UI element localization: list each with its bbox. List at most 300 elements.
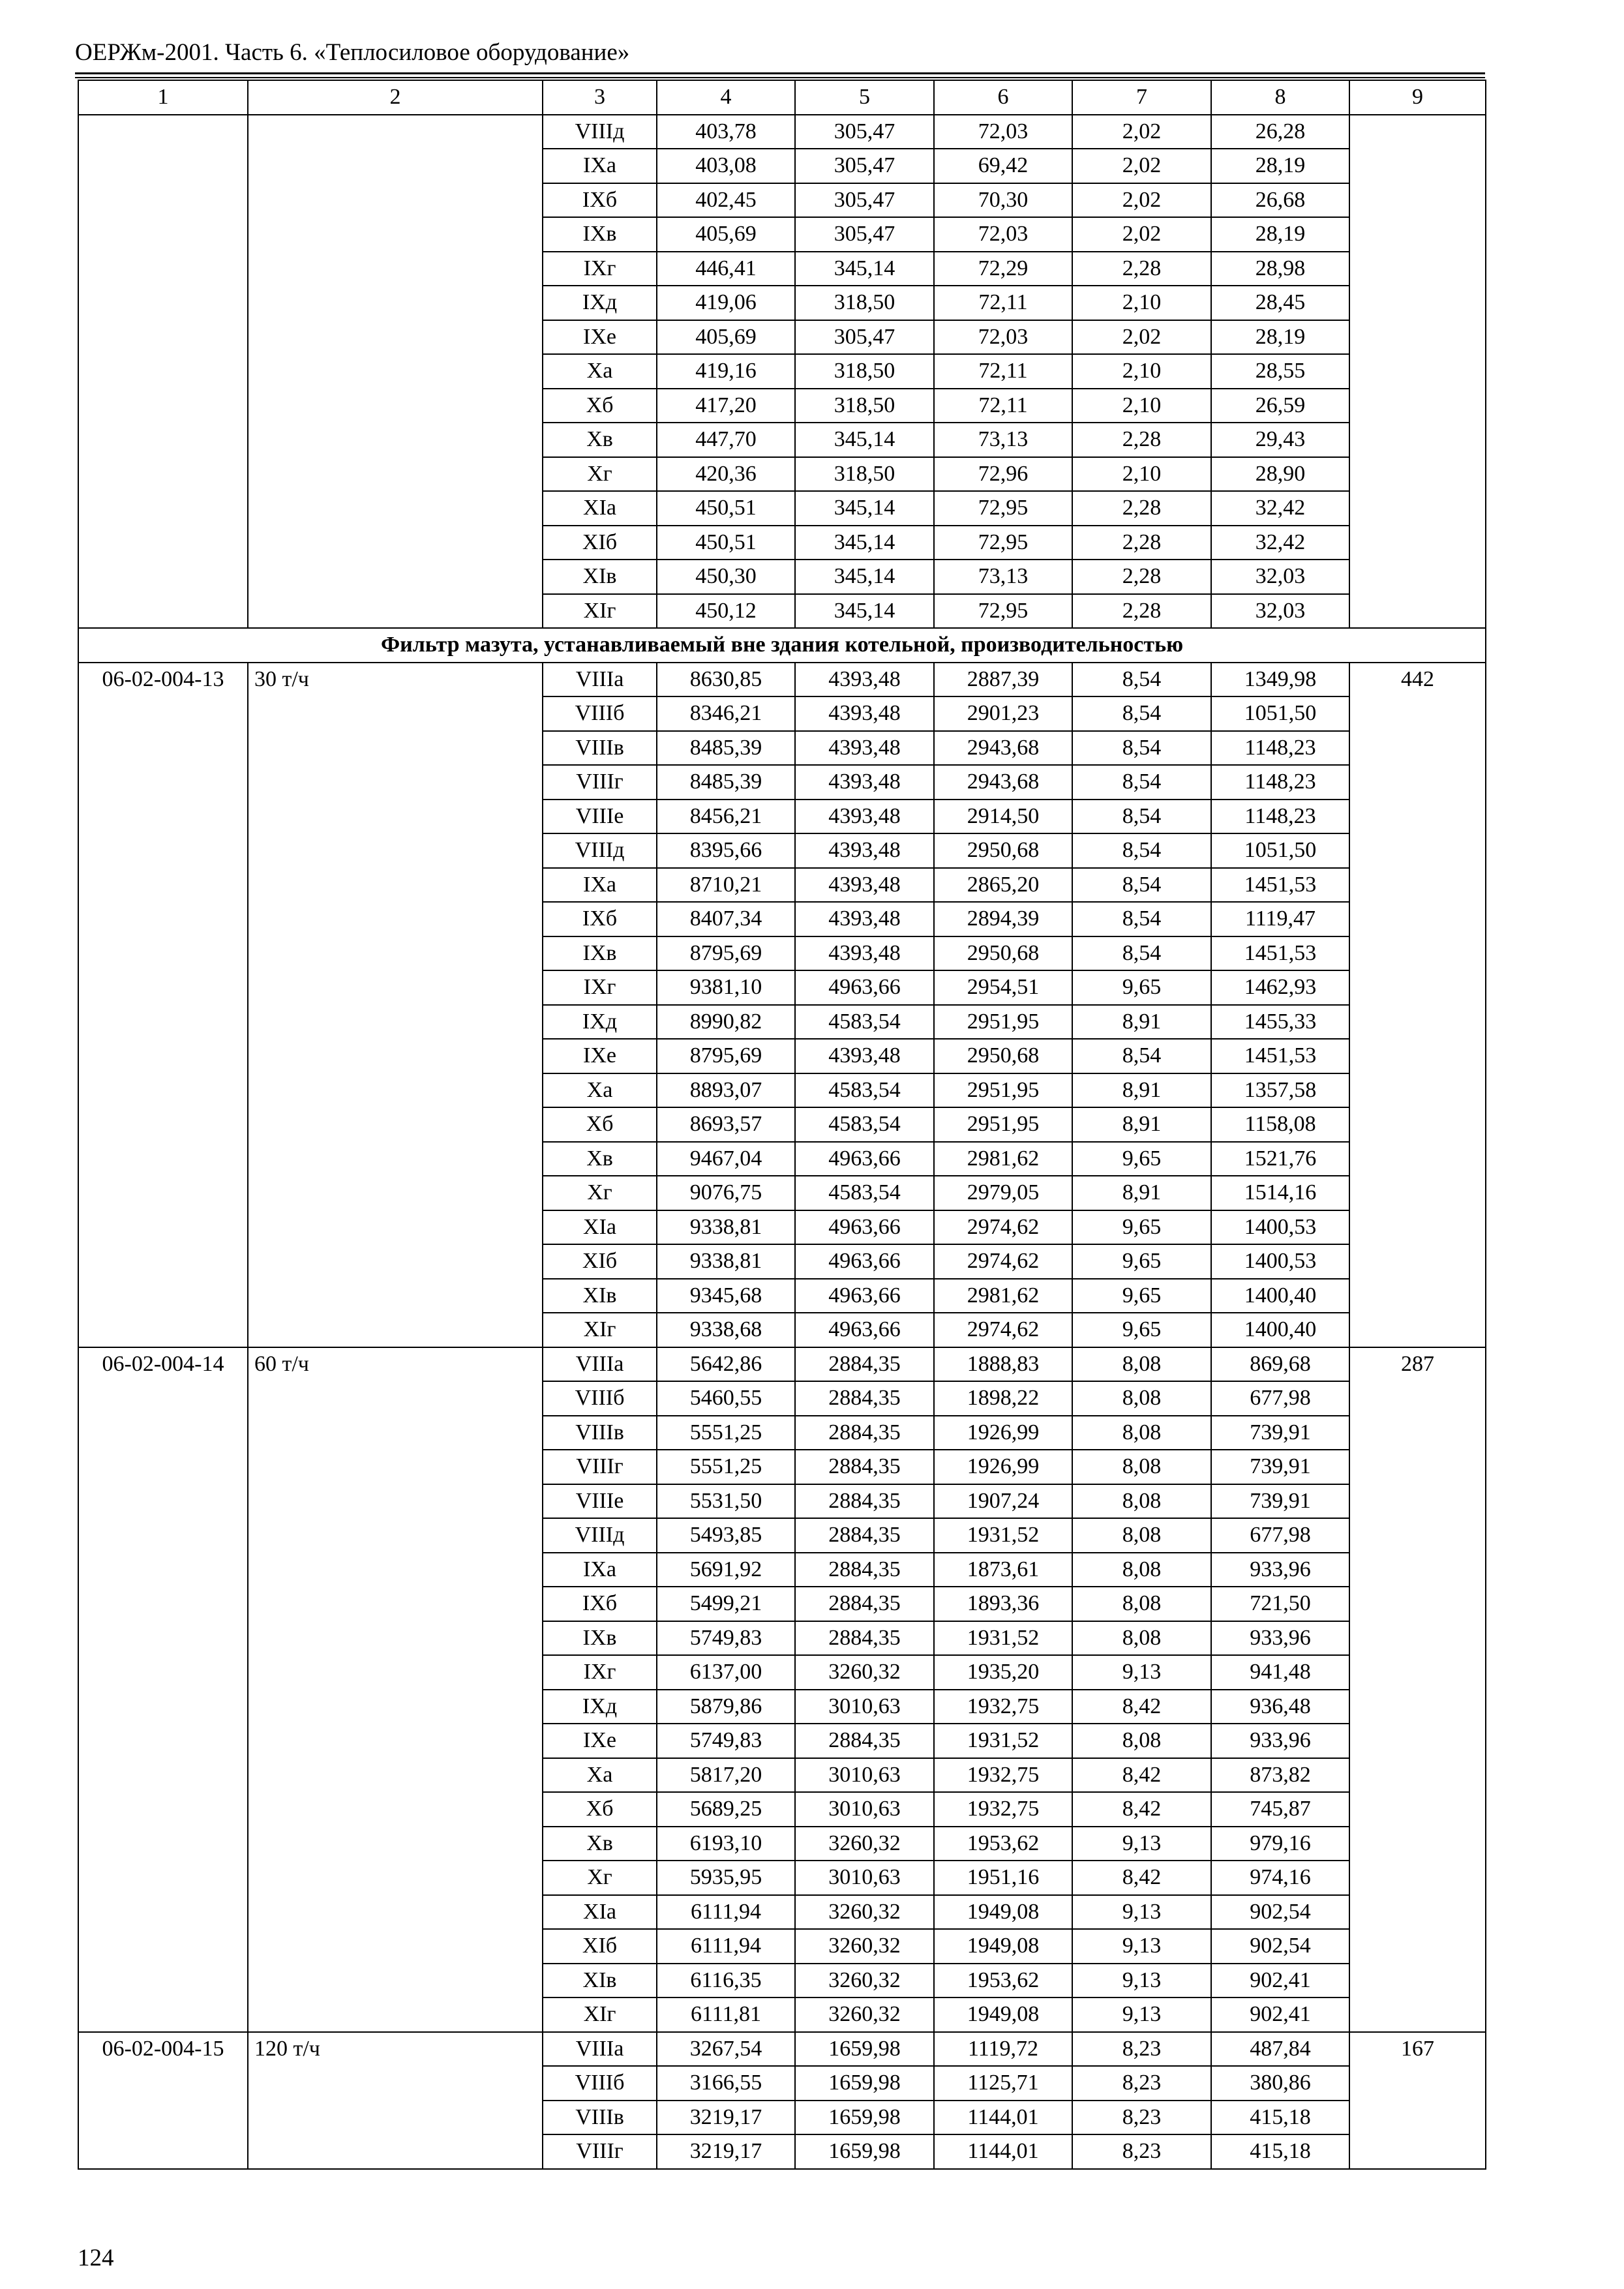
value-cell: 4963,66 [795,1142,934,1176]
value-cell: 2951,95 [934,1073,1072,1108]
value-cell: 2,02 [1072,217,1211,252]
value-cell: 5749,83 [657,1724,795,1758]
value-cell: 72,11 [934,354,1072,389]
value-cell: 1935,20 [934,1655,1072,1690]
value-cell: 6111,94 [657,1929,795,1964]
value-cell: 4963,66 [795,970,934,1005]
value-cell: 902,41 [1211,1997,1349,2032]
zone-cell: IXa [543,149,657,183]
zone-cell: IXб [543,1587,657,1621]
value-cell: 419,16 [657,354,795,389]
value-cell: 902,54 [1211,1929,1349,1964]
page-header: ОЕРЖм-2001. Часть 6. «Теплосиловое оборудование» [75,39,630,66]
value-cell: 2,02 [1072,115,1211,149]
zone-cell: IXд [543,1690,657,1724]
value-cell: 1144,01 [934,2134,1072,2169]
value-cell: 345,14 [795,252,934,286]
value-cell: 3260,32 [795,1929,934,1964]
value-cell: 345,14 [795,491,934,526]
value-cell: 1400,40 [1211,1313,1349,1347]
value-cell: 5749,83 [657,1621,795,1656]
value-cell: 8,54 [1072,800,1211,834]
value-cell: 8395,66 [657,833,795,868]
column-number-5: 5 [795,80,934,115]
value-cell: 9,13 [1072,1655,1211,1690]
value-cell: 3010,63 [795,1690,934,1724]
zone-cell: IXa [543,1553,657,1587]
item-capacity-cell: 60 т/ч [248,1347,543,2032]
value-cell: 305,47 [795,149,934,183]
value-cell: 3260,32 [795,1655,934,1690]
value-cell: 1051,50 [1211,833,1349,868]
value-cell: 5493,85 [657,1518,795,1553]
value-cell: 4583,54 [795,1107,934,1142]
value-cell: 902,41 [1211,1964,1349,1998]
value-cell: 8,42 [1072,1758,1211,1793]
value-cell: 2974,62 [934,1210,1072,1245]
column-number-8: 8 [1211,80,1349,115]
value-cell: 2981,62 [934,1142,1072,1176]
value-cell: 2,28 [1072,252,1211,286]
zone-cell: XIб [543,1244,657,1279]
table-row [78,2032,1486,2067]
zone-cell: VIIIб [543,2066,657,2101]
zone-cell: XIг [543,594,657,629]
value-cell: 974,16 [1211,1861,1349,1895]
value-cell: 72,29 [934,252,1072,286]
value-cell: 318,50 [795,286,934,320]
value-cell: 447,70 [657,423,795,457]
value-cell: 2914,50 [934,800,1072,834]
value-cell: 8,54 [1072,731,1211,766]
value-cell: 6111,81 [657,1997,795,2032]
value-cell: 8,08 [1072,1347,1211,1382]
value-cell: 1125,71 [934,2066,1072,2101]
zone-cell: VIIIб [543,1381,657,1416]
value-cell: 26,59 [1211,389,1349,423]
zone-cell: VIIIa [543,1347,657,1382]
value-cell: 4393,48 [795,663,934,697]
value-cell: 450,12 [657,594,795,629]
column-number-7: 7 [1072,80,1211,115]
value-cell: 28,55 [1211,354,1349,389]
value-cell: 450,30 [657,560,795,594]
zone-cell: VIIIa [543,663,657,697]
column-number-3: 3 [543,80,657,115]
value-cell: 8,42 [1072,1861,1211,1895]
value-cell: 3260,32 [795,1964,934,1998]
item-code-cell: 06-02-004-14 [78,1347,248,2032]
value-cell: 9338,81 [657,1244,795,1279]
zone-cell: IXб [543,902,657,936]
value-cell: 1907,24 [934,1484,1072,1519]
zone-cell: VIIIa [543,2032,657,2067]
value-cell: 73,13 [934,423,1072,457]
zone-cell: VIIIд [543,1518,657,1553]
table-row [78,663,1486,697]
value-cell: 8,08 [1072,1381,1211,1416]
value-cell: 3166,55 [657,2066,795,2101]
item-code-cell: 06-02-004-13 [78,663,248,1347]
value-cell: 2,28 [1072,526,1211,560]
value-cell: 4393,48 [795,833,934,868]
value-cell: 72,03 [934,320,1072,355]
value-cell: 8795,69 [657,936,795,971]
value-cell: 1932,75 [934,1690,1072,1724]
zone-cell: Xг [543,1861,657,1895]
table-row [78,1347,1486,1382]
column-number-1: 1 [78,80,248,115]
value-cell: 3010,63 [795,1792,934,1827]
value-cell: 8630,85 [657,663,795,697]
value-cell: 2884,35 [795,1347,934,1382]
value-cell: 2951,95 [934,1107,1072,1142]
value-cell: 8485,39 [657,765,795,800]
value-cell: 3219,17 [657,2134,795,2169]
value-cell: 9,65 [1072,1210,1211,1245]
value-cell: 2884,35 [795,1450,934,1484]
value-cell: 2,28 [1072,423,1211,457]
value-cell: 8,91 [1072,1176,1211,1210]
value-cell: 8,23 [1072,2066,1211,2101]
zone-cell: IXв [543,936,657,971]
value-cell: 420,36 [657,457,795,492]
value-cell: 936,48 [1211,1690,1349,1724]
value-cell: 28,90 [1211,457,1349,492]
column-9-cell [1349,115,1486,629]
zone-cell: IXe [543,320,657,355]
value-cell: 739,91 [1211,1416,1349,1450]
zone-cell: XIв [543,560,657,594]
value-cell: 345,14 [795,526,934,560]
value-cell: 2894,39 [934,902,1072,936]
value-cell: 1514,16 [1211,1176,1349,1210]
value-cell: 4963,66 [795,1210,934,1245]
column-9-cell: 287 [1349,1347,1486,2032]
value-cell: 2974,62 [934,1244,1072,1279]
value-cell: 32,42 [1211,526,1349,560]
value-cell: 72,96 [934,457,1072,492]
value-cell: 8,08 [1072,1416,1211,1450]
value-cell: 2884,35 [795,1484,934,1519]
value-cell: 9,13 [1072,1997,1211,2032]
value-cell: 8,54 [1072,868,1211,903]
zone-cell: XIб [543,1929,657,1964]
value-cell: 28,98 [1211,252,1349,286]
zone-cell: IXг [543,252,657,286]
value-cell: 1659,98 [795,2066,934,2101]
value-cell: 8893,07 [657,1073,795,1108]
value-cell: 1451,53 [1211,936,1349,971]
value-cell: 419,06 [657,286,795,320]
value-cell: 72,11 [934,389,1072,423]
value-cell: 380,86 [1211,2066,1349,2101]
value-cell: 8,23 [1072,2101,1211,2135]
column-number-4: 4 [657,80,795,115]
zone-cell: XIг [543,1997,657,2032]
value-cell: 8,42 [1072,1690,1211,1724]
value-cell: 1888,83 [934,1347,1072,1382]
value-cell: 8990,82 [657,1005,795,1040]
value-cell: 1659,98 [795,2134,934,2169]
value-cell: 28,19 [1211,149,1349,183]
value-cell: 9,13 [1072,1929,1211,1964]
zone-cell: IXг [543,970,657,1005]
value-cell: 5460,55 [657,1381,795,1416]
value-cell: 8,08 [1072,1450,1211,1484]
column-number-2: 2 [248,80,543,115]
value-cell: 8693,57 [657,1107,795,1142]
value-cell: 1893,36 [934,1587,1072,1621]
value-cell: 8,54 [1072,936,1211,971]
value-cell: 1400,53 [1211,1210,1349,1245]
value-cell: 9,65 [1072,1142,1211,1176]
value-cell: 8,54 [1072,833,1211,868]
zone-cell: IXб [543,183,657,218]
value-cell: 8346,21 [657,696,795,731]
value-cell: 3260,32 [795,1895,934,1930]
value-cell: 8,54 [1072,1039,1211,1073]
zone-cell: Xг [543,457,657,492]
value-cell: 2,28 [1072,560,1211,594]
value-cell: 5551,25 [657,1416,795,1450]
value-cell: 2865,20 [934,868,1072,903]
value-cell: 3010,63 [795,1758,934,1793]
value-cell: 9338,68 [657,1313,795,1347]
zone-cell: IXг [543,1655,657,1690]
zone-cell: XIa [543,491,657,526]
value-cell: 305,47 [795,183,934,218]
value-cell: 4393,48 [795,1039,934,1073]
zone-cell: IXe [543,1039,657,1073]
zone-cell: Xб [543,389,657,423]
value-cell: 446,41 [657,252,795,286]
zone-cell: Xб [543,1107,657,1142]
price-table-body [78,80,1486,2169]
value-cell: 1148,23 [1211,800,1349,834]
value-cell: 1400,40 [1211,1279,1349,1313]
value-cell: 5531,50 [657,1484,795,1519]
value-cell: 4583,54 [795,1005,934,1040]
value-cell: 72,03 [934,115,1072,149]
value-cell: 2887,39 [934,663,1072,697]
value-cell: 1949,08 [934,1929,1072,1964]
item-code-cell [78,115,248,629]
zone-cell: Xa [543,1073,657,1108]
zone-cell: Xa [543,1758,657,1793]
value-cell: 1148,23 [1211,765,1349,800]
value-cell: 739,91 [1211,1450,1349,1484]
value-cell: 1953,62 [934,1964,1072,1998]
value-cell: 9,65 [1072,1244,1211,1279]
value-cell: 8,54 [1072,902,1211,936]
value-cell: 405,69 [657,217,795,252]
value-cell: 8,08 [1072,1553,1211,1587]
value-cell: 3010,63 [795,1861,934,1895]
value-cell: 4583,54 [795,1176,934,1210]
value-cell: 4963,66 [795,1313,934,1347]
value-cell: 2950,68 [934,936,1072,971]
zone-cell: Xв [543,1142,657,1176]
value-cell: 4963,66 [795,1279,934,1313]
zone-cell: VIIIв [543,1416,657,1450]
value-cell: 3219,17 [657,2101,795,2135]
value-cell: 8,08 [1072,1587,1211,1621]
value-cell: 2,10 [1072,354,1211,389]
value-cell: 8,23 [1072,2134,1211,2169]
value-cell: 72,95 [934,491,1072,526]
zone-cell: VIIIe [543,800,657,834]
value-cell: 4393,48 [795,936,934,971]
value-cell: 415,18 [1211,2101,1349,2135]
value-cell: 2884,35 [795,1587,934,1621]
value-cell: 415,18 [1211,2134,1349,2169]
value-cell: 9076,75 [657,1176,795,1210]
value-cell: 5642,86 [657,1347,795,1382]
value-cell: 1451,53 [1211,1039,1349,1073]
zone-cell: XIa [543,1895,657,1930]
zone-cell: Xв [543,1827,657,1861]
value-cell: 4393,48 [795,868,934,903]
value-cell: 2979,05 [934,1176,1072,1210]
value-cell: 5689,25 [657,1792,795,1827]
value-cell: 5499,21 [657,1587,795,1621]
value-cell: 1926,99 [934,1450,1072,1484]
value-cell: 318,50 [795,389,934,423]
value-cell: 9381,10 [657,970,795,1005]
value-cell: 345,14 [795,423,934,457]
value-cell: 1898,22 [934,1381,1072,1416]
value-cell: 2974,62 [934,1313,1072,1347]
value-cell: 9,65 [1072,1313,1211,1347]
value-cell: 2,28 [1072,594,1211,629]
value-cell: 933,96 [1211,1724,1349,1758]
value-cell: 2884,35 [795,1381,934,1416]
value-cell: 305,47 [795,115,934,149]
value-cell: 5551,25 [657,1450,795,1484]
header-rule-thin [75,77,1485,78]
value-cell: 2,28 [1072,491,1211,526]
value-cell: 70,30 [934,183,1072,218]
value-cell: 2884,35 [795,1416,934,1450]
zone-cell: IXa [543,868,657,903]
value-cell: 2884,35 [795,1553,934,1587]
value-cell: 8,91 [1072,1107,1211,1142]
value-cell: 32,03 [1211,594,1349,629]
value-cell: 417,20 [657,389,795,423]
value-cell: 3260,32 [795,1827,934,1861]
section-title: Фильтр мазута, устанавливаемый вне здания котельной, производительностью [78,628,1486,663]
zone-cell: VIIIб [543,696,657,731]
value-cell: 402,45 [657,183,795,218]
zone-cell: VIIIг [543,765,657,800]
header-rule-thick [75,72,1485,74]
value-cell: 73,13 [934,560,1072,594]
zone-cell: XIв [543,1964,657,1998]
value-cell: 2981,62 [934,1279,1072,1313]
zone-cell: Xг [543,1176,657,1210]
value-cell: 1931,52 [934,1621,1072,1656]
value-cell: 1932,75 [934,1792,1072,1827]
value-cell: 6193,10 [657,1827,795,1861]
column-9-cell: 442 [1349,663,1486,1347]
zone-cell: VIIIв [543,731,657,766]
value-cell: 1659,98 [795,2101,934,2135]
value-cell: 873,82 [1211,1758,1349,1793]
value-cell: 4963,66 [795,1244,934,1279]
value-cell: 2943,68 [934,765,1072,800]
value-cell: 9,13 [1072,1895,1211,1930]
value-cell: 8,23 [1072,2032,1211,2067]
value-cell: 721,50 [1211,1587,1349,1621]
value-cell: 8710,21 [657,868,795,903]
zone-cell: VIIIд [543,833,657,868]
value-cell: 2884,35 [795,1518,934,1553]
value-cell: 2884,35 [795,1621,934,1656]
value-cell: 4393,48 [795,902,934,936]
value-cell: 6111,94 [657,1895,795,1930]
value-cell: 4393,48 [795,765,934,800]
value-cell: 2,02 [1072,149,1211,183]
value-cell: 4583,54 [795,1073,934,1108]
value-cell: 72,03 [934,217,1072,252]
value-cell: 1158,08 [1211,1107,1349,1142]
value-cell: 9338,81 [657,1210,795,1245]
value-cell: 2,10 [1072,286,1211,320]
value-cell: 2,02 [1072,320,1211,355]
value-cell: 902,54 [1211,1895,1349,1930]
value-cell: 1932,75 [934,1758,1072,1793]
value-cell: 345,14 [795,594,934,629]
value-cell: 6137,00 [657,1655,795,1690]
value-cell: 1931,52 [934,1724,1072,1758]
value-cell: 403,08 [657,149,795,183]
value-cell: 5935,95 [657,1861,795,1895]
value-cell: 305,47 [795,217,934,252]
section-title-row [78,628,1486,663]
value-cell: 1873,61 [934,1553,1072,1587]
value-cell: 1926,99 [934,1416,1072,1450]
item-code-cell: 06-02-004-15 [78,2032,248,2169]
item-capacity-cell: 30 т/ч [248,663,543,1347]
value-cell: 1951,16 [934,1861,1072,1895]
value-cell: 1144,01 [934,2101,1072,2135]
value-cell: 4393,48 [795,696,934,731]
value-cell: 405,69 [657,320,795,355]
value-cell: 9345,68 [657,1279,795,1313]
value-cell: 305,47 [795,320,934,355]
value-cell: 29,43 [1211,423,1349,457]
value-cell: 2950,68 [934,833,1072,868]
column-number-6: 6 [934,80,1072,115]
value-cell: 1949,08 [934,1997,1072,2032]
column-number-9: 9 [1349,80,1486,115]
value-cell: 8,54 [1072,663,1211,697]
value-cell: 677,98 [1211,1381,1349,1416]
value-cell: 1953,62 [934,1827,1072,1861]
value-cell: 933,96 [1211,1621,1349,1656]
value-cell: 2,10 [1072,457,1211,492]
value-cell: 318,50 [795,457,934,492]
value-cell: 2951,95 [934,1005,1072,1040]
value-cell: 8,08 [1072,1621,1211,1656]
value-cell: 5691,92 [657,1553,795,1587]
value-cell: 1949,08 [934,1895,1072,1930]
value-cell: 450,51 [657,491,795,526]
value-cell: 72,95 [934,594,1072,629]
value-cell: 487,84 [1211,2032,1349,2067]
value-cell: 1357,58 [1211,1073,1349,1108]
